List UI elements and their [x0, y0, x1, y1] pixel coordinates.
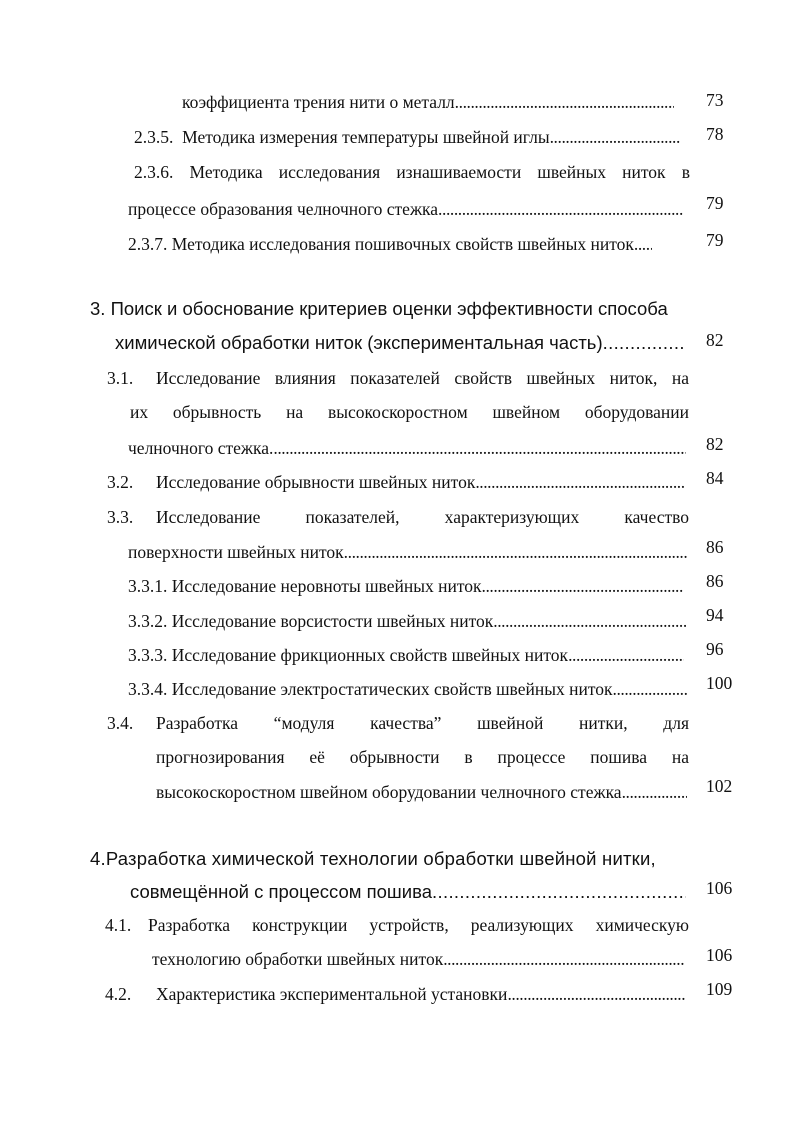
toc-page-number: 106: [706, 945, 733, 965]
toc-entry-4-1-cont: технологию обработки швейных ниток . . .: [152, 947, 684, 971]
toc-entry-2-3-7: 2.3.7. Методика исследования пошивочных свойств швейных ниток . . .: [128, 232, 694, 256]
toc-entry-number: 3.3.: [107, 507, 134, 527]
toc-page-number: 94: [706, 605, 724, 625]
toc-entry-3-2: Исследование обрывности швейных ниток . . .: [156, 470, 684, 494]
toc-entry-3-1: Исследование влияния показателей свойств швейных ниток, на: [156, 368, 689, 388]
toc-chapter-3-cont: химической обработки ниток (экспериментальная часть) . . .: [115, 331, 685, 355]
toc-entry-3-3-2: 3.3.2. Исследование ворсистости швейных ниток . . .: [128, 609, 686, 633]
toc-entry-number: 3.2.: [107, 472, 134, 492]
toc-chapter-3: 3. Поиск и обоснование критериев оценки эффективности способа: [90, 298, 668, 319]
toc-page-number: 109: [706, 979, 733, 999]
toc-entry-3-4: Разработка “модуля качества” швейной нитки, для: [156, 713, 689, 733]
toc-entry-number: 3.3.4.: [128, 679, 168, 699]
toc-chapter-4-cont: совмещённой с процессом пошива . . .: [130, 880, 686, 904]
toc-entry-2-3-6-cont: процессе образования челночного стежка . . .: [128, 197, 684, 221]
toc-entry-number: 2.3.7.: [128, 234, 168, 254]
toc-page-number: 79: [706, 230, 724, 250]
toc-entry-4-2: Характеристика экспериментальной установки . . .: [156, 982, 686, 1006]
toc-page-number: 73: [706, 90, 724, 110]
toc-page-number: 78: [706, 124, 724, 144]
toc-page-number: 96: [706, 639, 724, 659]
toc-entry-number: 3.1.: [107, 368, 134, 388]
toc-page-number: 102: [706, 776, 733, 796]
toc-page-number: 86: [706, 571, 724, 591]
toc-entry-3-1-cont: их обрывность на высокоскоростном швейном оборудовании: [130, 402, 689, 422]
toc-entry-3-3: Исследование показателей, характеризующих качество: [156, 507, 689, 527]
toc-page-number: 79: [706, 193, 724, 213]
toc-entry-coef-friction: коэффициента трения нити о металл . . .: [182, 90, 674, 114]
toc-entry-number: 3.3.3.: [128, 645, 168, 665]
toc-entry-3-4-cont2: высокоскоростном швейном оборудовании челночного стежка . . .: [156, 780, 687, 804]
toc-entry-3-1-cont2: челночного стежка. . . .: [128, 436, 686, 460]
toc-entry-2-3-6: 2.3.6. Методика исследования изнашиваемости швейных ниток в: [134, 162, 690, 182]
toc-page-number: 106: [706, 878, 733, 898]
toc-entry-number: 2.3.5.: [134, 127, 174, 147]
toc-page-number: 100: [706, 673, 733, 693]
toc-page-number: 86: [706, 537, 724, 557]
toc-entry-4-1: Разработка конструкции устройств, реализующих химическую: [148, 915, 689, 935]
toc-entry-number: 3.4.: [107, 713, 134, 733]
toc-entry-number: 2.3.6.: [134, 162, 174, 182]
toc-entry-2-3-5: 2.3.5. Методика измерения температуры швейной иглы . . .: [134, 125, 680, 149]
toc-entry-number: 3.3.2.: [128, 611, 168, 631]
toc-entry-number: 4.1.: [105, 915, 132, 935]
toc-entry-3-4-cont: прогнозирования её обрывности в процессе пошива на: [156, 747, 689, 767]
toc-entry-number: 3.3.1.: [128, 576, 168, 596]
toc-entry-3-3-3: 3.3.3. Исследование фрикционных свойств швейных ниток . . .: [128, 643, 684, 667]
toc-entry-3-3-1: 3.3.1. Исследование неровноты швейных ниток . . .: [128, 574, 684, 598]
toc-page-number: 84: [706, 468, 724, 488]
toc-entry-3-3-4: 3.3.4. Исследование электростатических свойств швейных ниток . . .: [128, 677, 688, 701]
toc-chapter-4: 4.Разработка химической технологии обработки швейной нитки,: [90, 848, 656, 869]
toc-page-number: 82: [706, 330, 724, 350]
toc-entry-3-3-cont: поверхности швейных ниток . . .: [128, 540, 688, 564]
toc-page-number: 82: [706, 434, 724, 454]
toc-entry-number: 4.2.: [105, 984, 132, 1004]
